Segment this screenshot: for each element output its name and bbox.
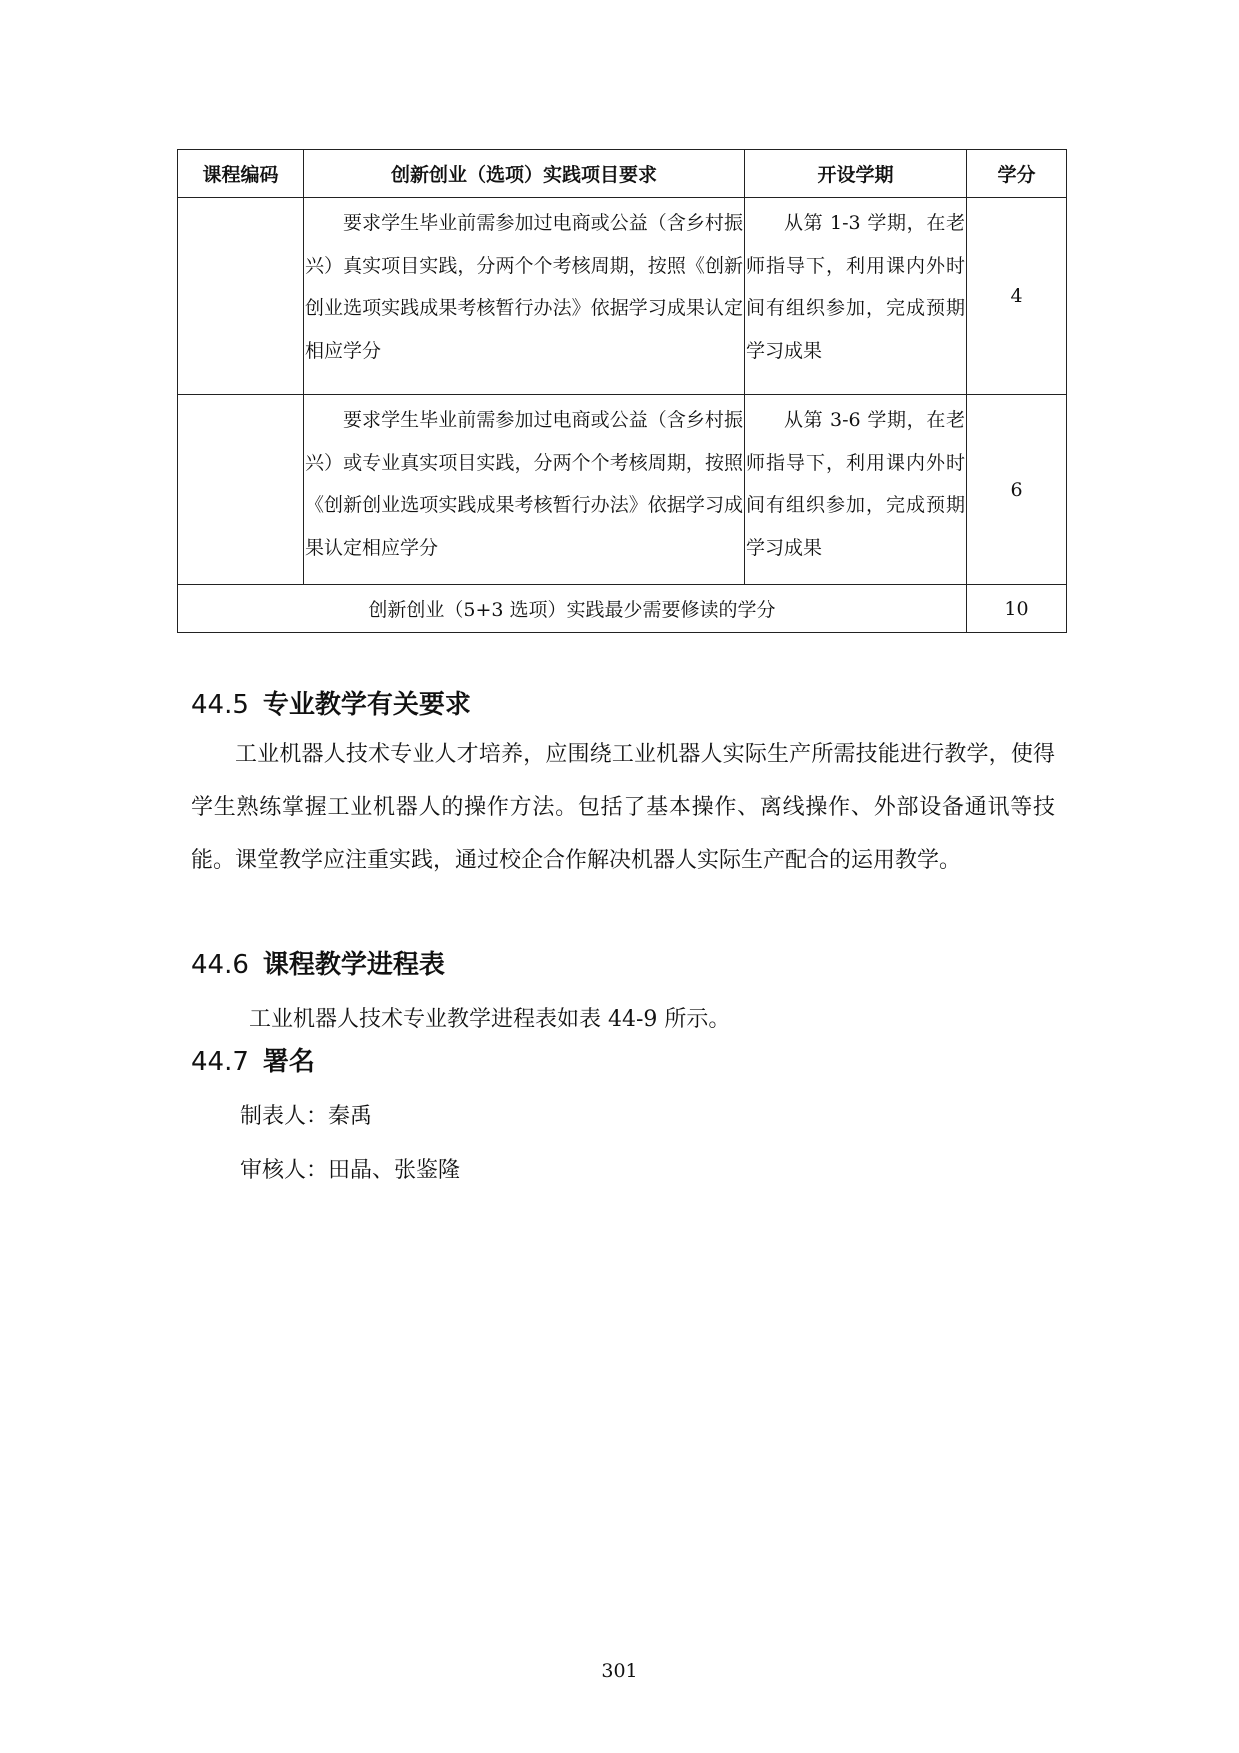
header-credits: 学分 bbox=[967, 150, 1067, 198]
section-title: 课程教学进程表 bbox=[262, 950, 445, 980]
table-header-row bbox=[178, 150, 1067, 198]
section-body-44-6: 工业机器人技术专业教学进程表如表 44-9 所示。 bbox=[249, 1007, 731, 1032]
section-number: 44.5 bbox=[191, 690, 249, 720]
cell-credits: 6 bbox=[967, 395, 1067, 585]
table-total-row bbox=[178, 585, 1067, 633]
cell-course-code bbox=[178, 198, 304, 395]
practice-requirements-table bbox=[177, 149, 1067, 633]
header-term: 开设学期 bbox=[745, 150, 967, 198]
section-title: 专业教学有关要求 bbox=[262, 690, 471, 720]
total-credits: 10 bbox=[967, 585, 1067, 633]
section-heading-44-7 bbox=[191, 1041, 315, 1078]
cell-term: 从第 3-6 学期，在老师指导下，利用课内外时间有组织参加，完成预期学习成果 bbox=[745, 395, 967, 585]
cell-requirement: 要求学生毕业前需参加过电商或公益（含乡村振兴）真实项目实践，分两个个考核周期，按照《创新创业选项实践成果考核暂行办法》依据学习成果认定相应学分 bbox=[304, 198, 745, 395]
table-reviewer: 审核人：田晶、张鉴隆 bbox=[240, 1158, 461, 1183]
cell-course-code bbox=[178, 395, 304, 585]
section-heading-44-6 bbox=[191, 944, 445, 981]
table-row bbox=[178, 395, 1067, 585]
table-row bbox=[178, 198, 1067, 395]
table-maker: 制表人：秦禹 bbox=[240, 1104, 373, 1129]
header-requirement: 创新创业（选项）实践项目要求 bbox=[304, 150, 745, 198]
cell-requirement: 要求学生毕业前需参加过电商或公益（含乡村振兴）或专业真实项目实践，分两个个考核周期，按照《创新创业选项实践成果考核暂行办法》依据学习成果认定相应学分 bbox=[304, 395, 745, 585]
section-number: 44.6 bbox=[191, 950, 249, 980]
header-course-code: 课程编码 bbox=[178, 150, 304, 198]
section-title: 署名 bbox=[262, 1047, 315, 1077]
cell-credits: 4 bbox=[967, 198, 1067, 395]
cell-term: 从第 1-3 学期，在老师指导下，利用课内外时间有组织参加，完成预期学习成果 bbox=[745, 198, 967, 395]
page-number: 301 bbox=[601, 1660, 638, 1682]
total-label: 创新创业（5+3 选项）实践最少需要修读的学分 bbox=[178, 585, 967, 633]
section-body-44-5: 工业机器人技术专业人才培养，应围绕工业机器人实际生产所需技能进行教学，使得学生熟练掌握工业机器人的操作方法。包括了基本操作、离线操作、外部设备通讯等技能。课堂教学应注重实践，通过校企合作解决机器人实际生产配合的运用教学。 bbox=[191, 742, 1055, 873]
section-heading-44-5 bbox=[191, 684, 471, 721]
section-number: 44.7 bbox=[191, 1047, 249, 1077]
